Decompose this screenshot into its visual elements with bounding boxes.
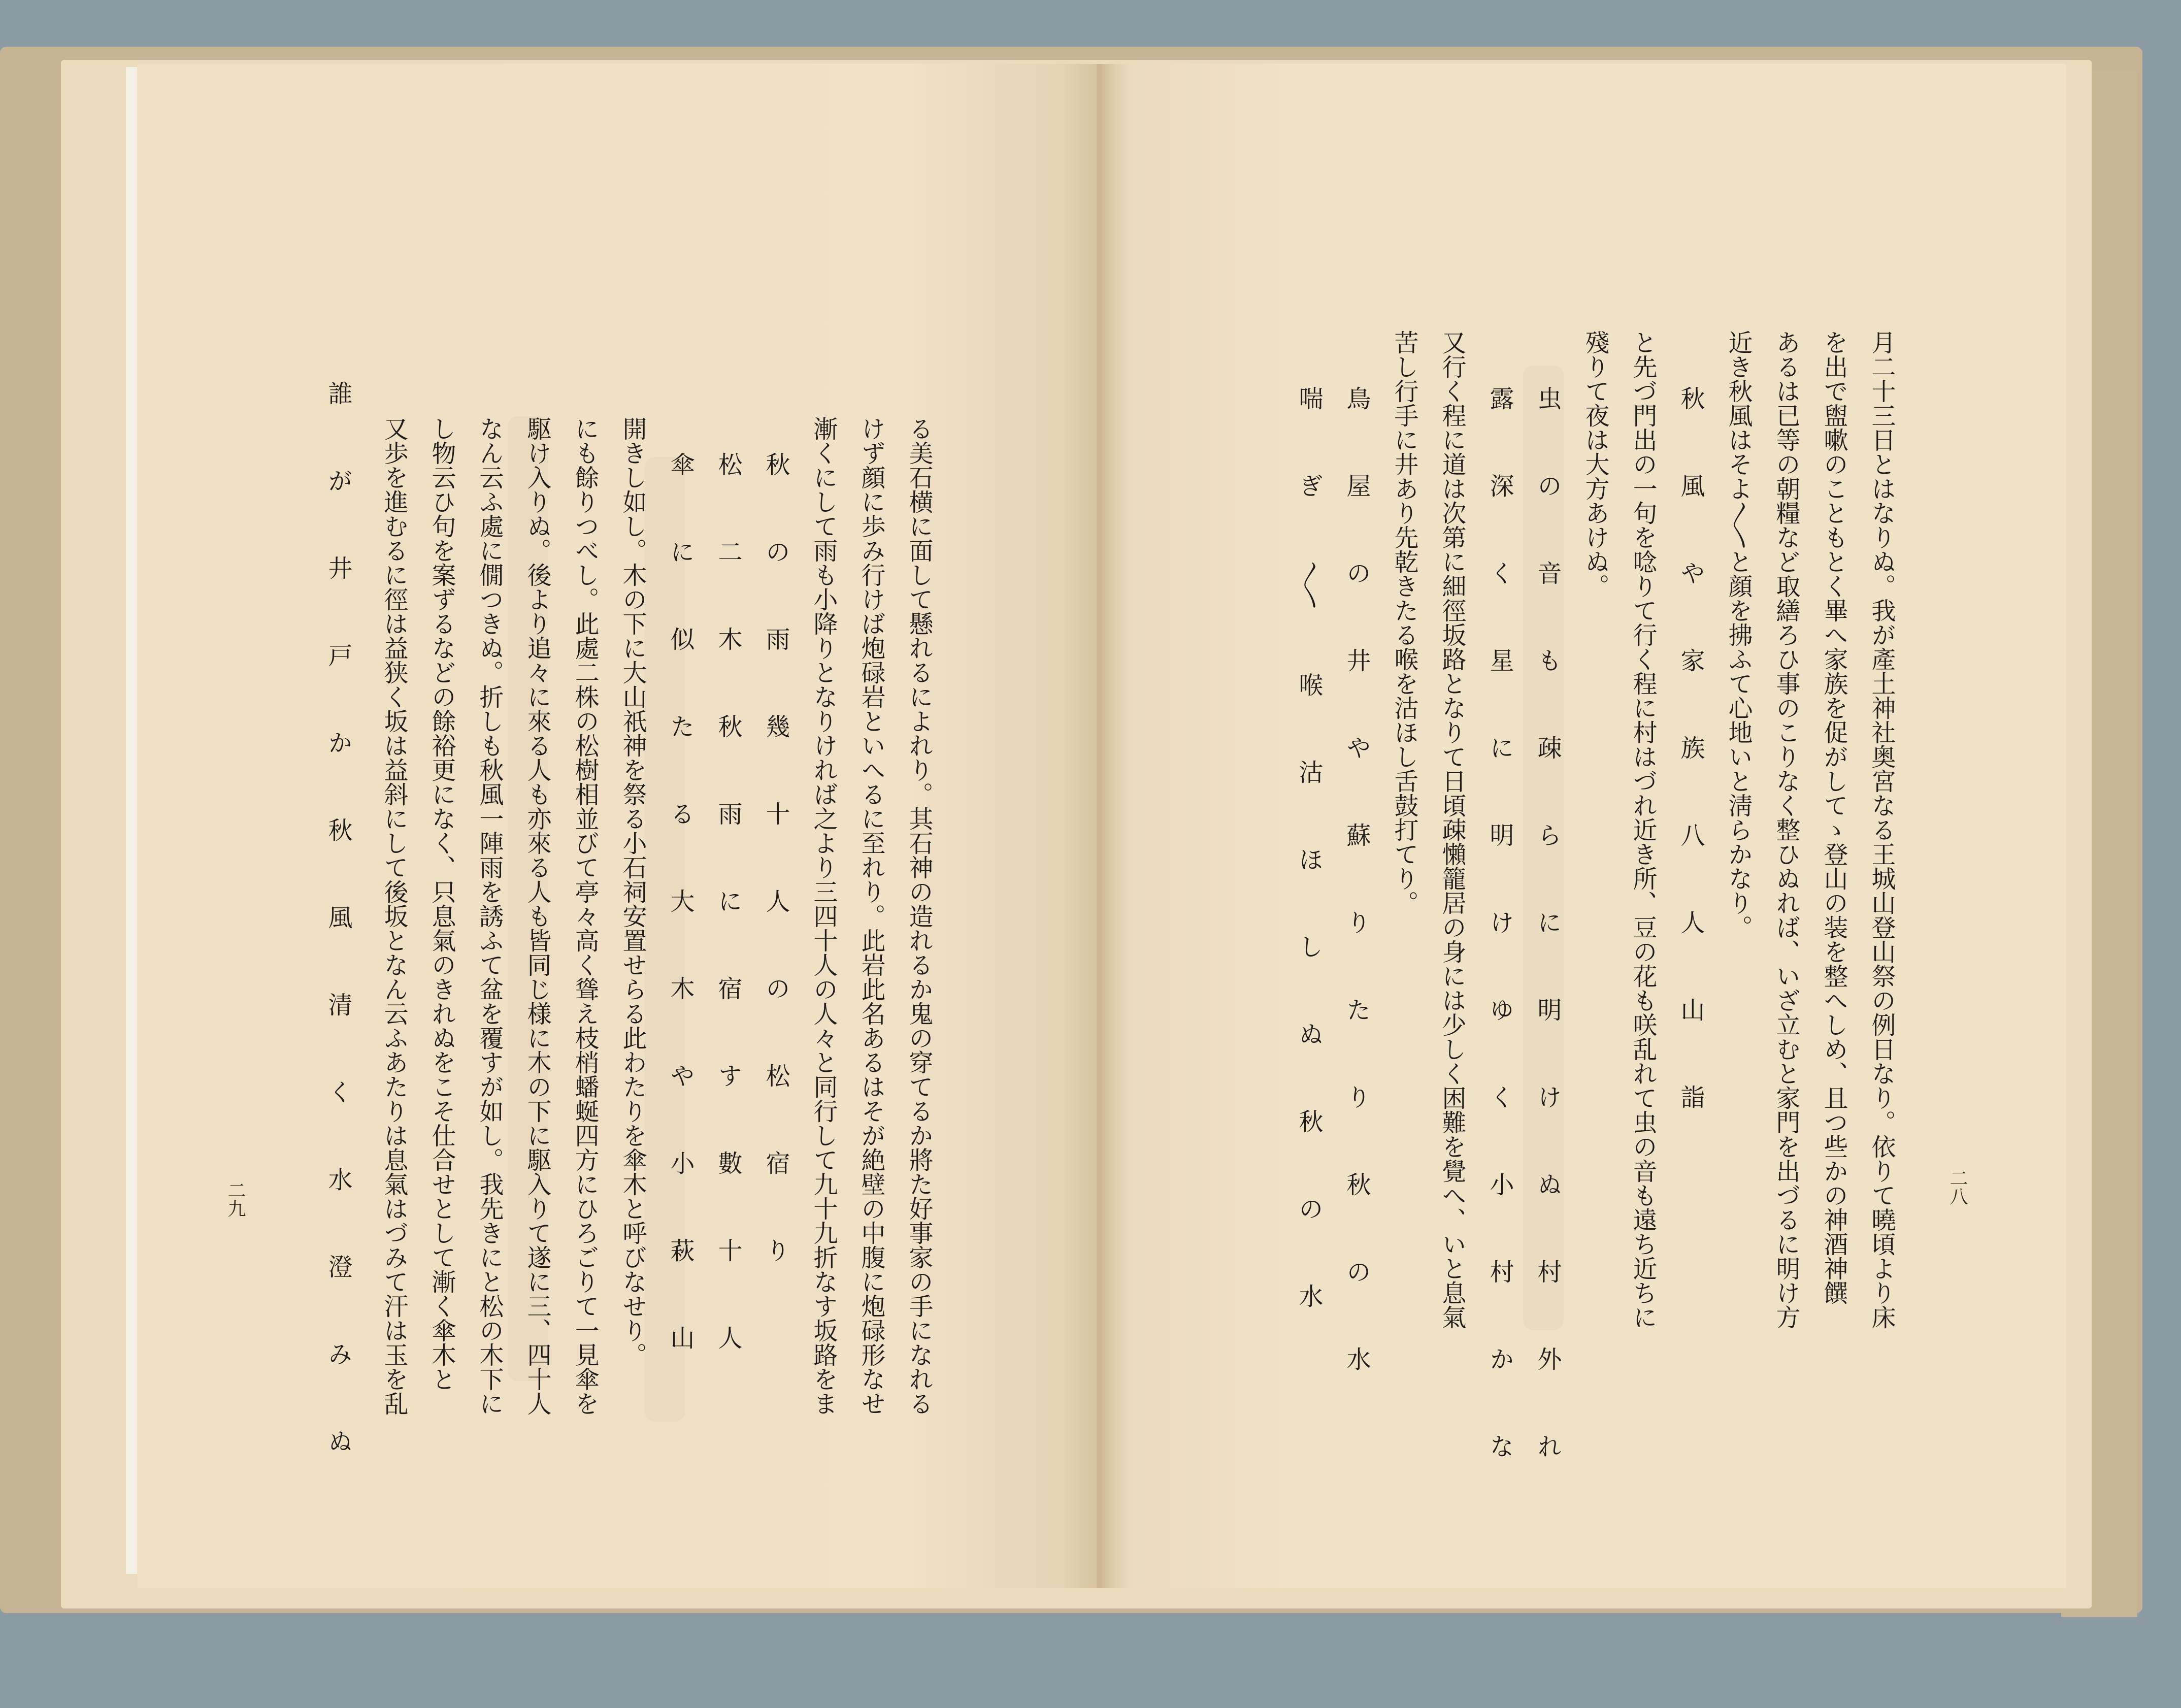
right-poem-3: 露 深 く 星 に 明 け ゆ く 小 村 か な: [1485, 386, 1514, 1475]
right-column-1: 月二十三日とはなりぬ。我が產土神社奥宮なる王城山登山祭の例日なり。依りて曉頃より床: [1867, 330, 1896, 1329]
left-column-2: し物云ひ句を案ずるなどの餘裕更になく、只息氣のきれぬをこそ仕合せとして漸く傘木と: [427, 416, 456, 1391]
left-column-9: る美石横に面して懸れるによれり。其石神の造れるか鬼の穿てるか將た好事家の手になれる: [905, 416, 933, 1416]
left-column-1: 又歩を進むるに徑は益狭く坂は益斜にして後坂となん云ふあたりは息氣はづみて汗は玉を乱: [380, 416, 408, 1416]
left-page-text: [213, 330, 933, 1498]
right-poem-4: 鳥 屋 の 井 や 蘇 り た り 秋 の 水: [1342, 386, 1371, 1388]
right-column-2: を出で盥嗽のこともとく畢へ家族を促がしてゝ登山の装を整へしめ、且つ些かの神酒神饌: [1820, 330, 1848, 1305]
right-column-7: 又行く程に道は次第に細徑坂路となりて日頃疎懶籠居の身には少しく困難を覺へ、いと息氣: [1438, 330, 1466, 1329]
left-poem-top: 誰 が 井 戸 か 秋 風 清 く 水 澄 み ぬ: [324, 381, 352, 1470]
book-gutter: [1097, 64, 1114, 1588]
left-poem-2: 松 二 木 秋 雨 に 宿 す 數 十 人: [714, 452, 742, 1367]
right-column-5: と先づ門出の一句を唸りて行く程に村はづれ近き所、豆の花も咲乱れて虫の音も遠ち近ちに: [1629, 330, 1657, 1329]
right-column-8: 苦し行手に井あり先乾きたる喉を沽ほし舌鼓打てり。: [1390, 330, 1418, 915]
left-column-3: なん云ふ處に僩つきぬ。折しも秋風一陣雨を誘ふて盆を覆すが如し。我先きにと松の木下に: [475, 416, 504, 1416]
right-column-3: あるは已等の朝糧など取繕ろひ事のこりなく整ひぬれば、いざ立むと家門を出づるに明け方: [1772, 330, 1800, 1329]
right-column-6: 殘りて夜は大方あけぬ。: [1581, 330, 1609, 598]
right-page-text: [1229, 330, 1899, 1498]
left-column-6: 開きし如し。木の下に大山祇神を祭る小石祠安置せらる此わたりを傘木と呼びなせり。: [618, 416, 647, 1367]
left-column-8: けず顔に歩み行けば炮碌岩といへるに至れり。此岩此名あるはそが絶壁の中腹に炮碌形なせ: [857, 416, 885, 1416]
show-through-text: [508, 416, 548, 1381]
right-poem-5: 喘 ぎ 〳〵 喉 沽 ほ し ぬ 秋 の 水: [1295, 386, 1323, 1325]
right-poem-1: 秋 風 や 家 族 八 人 山 詣: [1676, 386, 1705, 1126]
right-page-number: 二八: [1947, 1169, 1968, 1205]
left-page-number: 二九: [225, 1181, 246, 1218]
left-poem-1: 傘 に 似 た る 大 木 や 小 萩 山: [666, 452, 695, 1367]
show-through-text: [645, 457, 685, 1422]
right-column-4: 近き秋風はそよ〳〵と顔を拂ふて心地いと淸らかなり。: [1724, 330, 1753, 939]
left-column-7: 漸くにして雨も小降りとなりければ之より三四十人の人々と同行して九十九折なす坂路をま: [809, 416, 838, 1416]
left-column-4: 駆け入りぬ。後より追々に來る人も亦來る人も皆同じ様に木の下に駆入りて遂に三、四十人: [523, 416, 551, 1416]
right-poem-2: 虫 の 音 も 疎 ら に 明 け ぬ 村 外 れ: [1533, 386, 1562, 1475]
left-poem-3: 秋 の 雨 幾 十 人 の 松 宿 り: [762, 452, 790, 1279]
show-through-text: [1523, 366, 1564, 1330]
left-column-5: にも餘りつべし。此處二株の松樹相並びて亭々高く聳え枝梢蟠蜒四方にひろごりて一見傘を: [571, 416, 599, 1416]
